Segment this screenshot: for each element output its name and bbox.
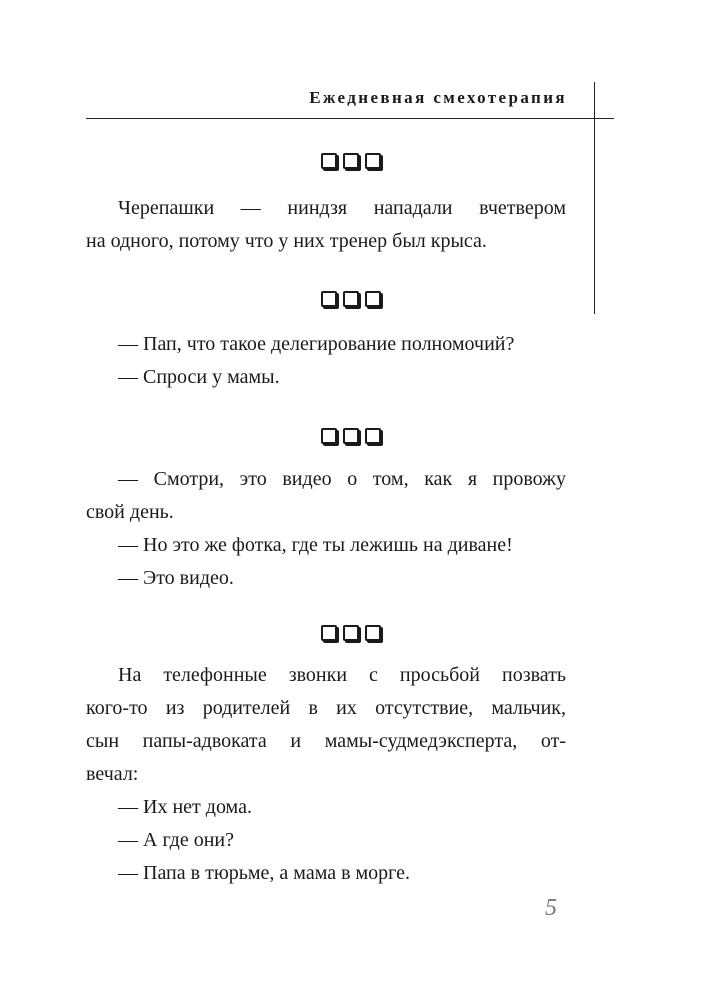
joke-3-line-2: свой день.	[86, 501, 174, 523]
joke-3-line-3: — Но это же фотка, где ты лежишь на диване!	[118, 534, 513, 556]
joke-2	[86, 328, 566, 394]
header-horizontal-rule	[86, 118, 614, 119]
joke-3-line-4: — Это видео.	[118, 567, 234, 589]
joke-2-line-2: — Спроси у мамы.	[118, 366, 280, 388]
joke-3-line-1: — Смотри, это видео о том, как я провожу	[118, 468, 566, 490]
joke-4-line-4: вечал:	[86, 763, 139, 785]
joke-3	[86, 463, 566, 595]
joke-4-line-3: сын папы-адвоката и мамы-судмедэксперта, от-	[86, 730, 566, 752]
joke-4-line-6: — А где они?	[118, 829, 234, 851]
ornament-separator-icon	[0, 625, 701, 643]
ornament-separator-icon	[0, 291, 701, 309]
joke-4-line-1: На телефонные звонки с просьбой позвать	[118, 664, 566, 686]
page-number: 5	[545, 895, 557, 921]
ornament-separator-icon	[0, 153, 701, 171]
joke-4-line-2: кого-то из родителей в их отсутствие, мальчик,	[86, 697, 566, 719]
joke-4-line-5: — Их нет дома.	[118, 796, 252, 818]
joke-1-line-2: на одного, потому что у них тренер был крыса.	[86, 230, 487, 252]
running-header-title: Ежедневная смехотерапия	[309, 88, 567, 107]
joke-2-line-1: — Пап, что такое делегирование полномочий?	[118, 333, 515, 355]
joke-1	[86, 192, 566, 258]
ornament-separator-icon	[0, 428, 701, 446]
joke-1-line-1: Черепашки — ниндзя нападали вчетвером	[118, 197, 566, 219]
header-vertical-rule	[594, 82, 595, 314]
joke-4	[86, 659, 566, 890]
joke-4-line-7: — Папа в тюрьме, а мама в морге.	[118, 862, 411, 884]
